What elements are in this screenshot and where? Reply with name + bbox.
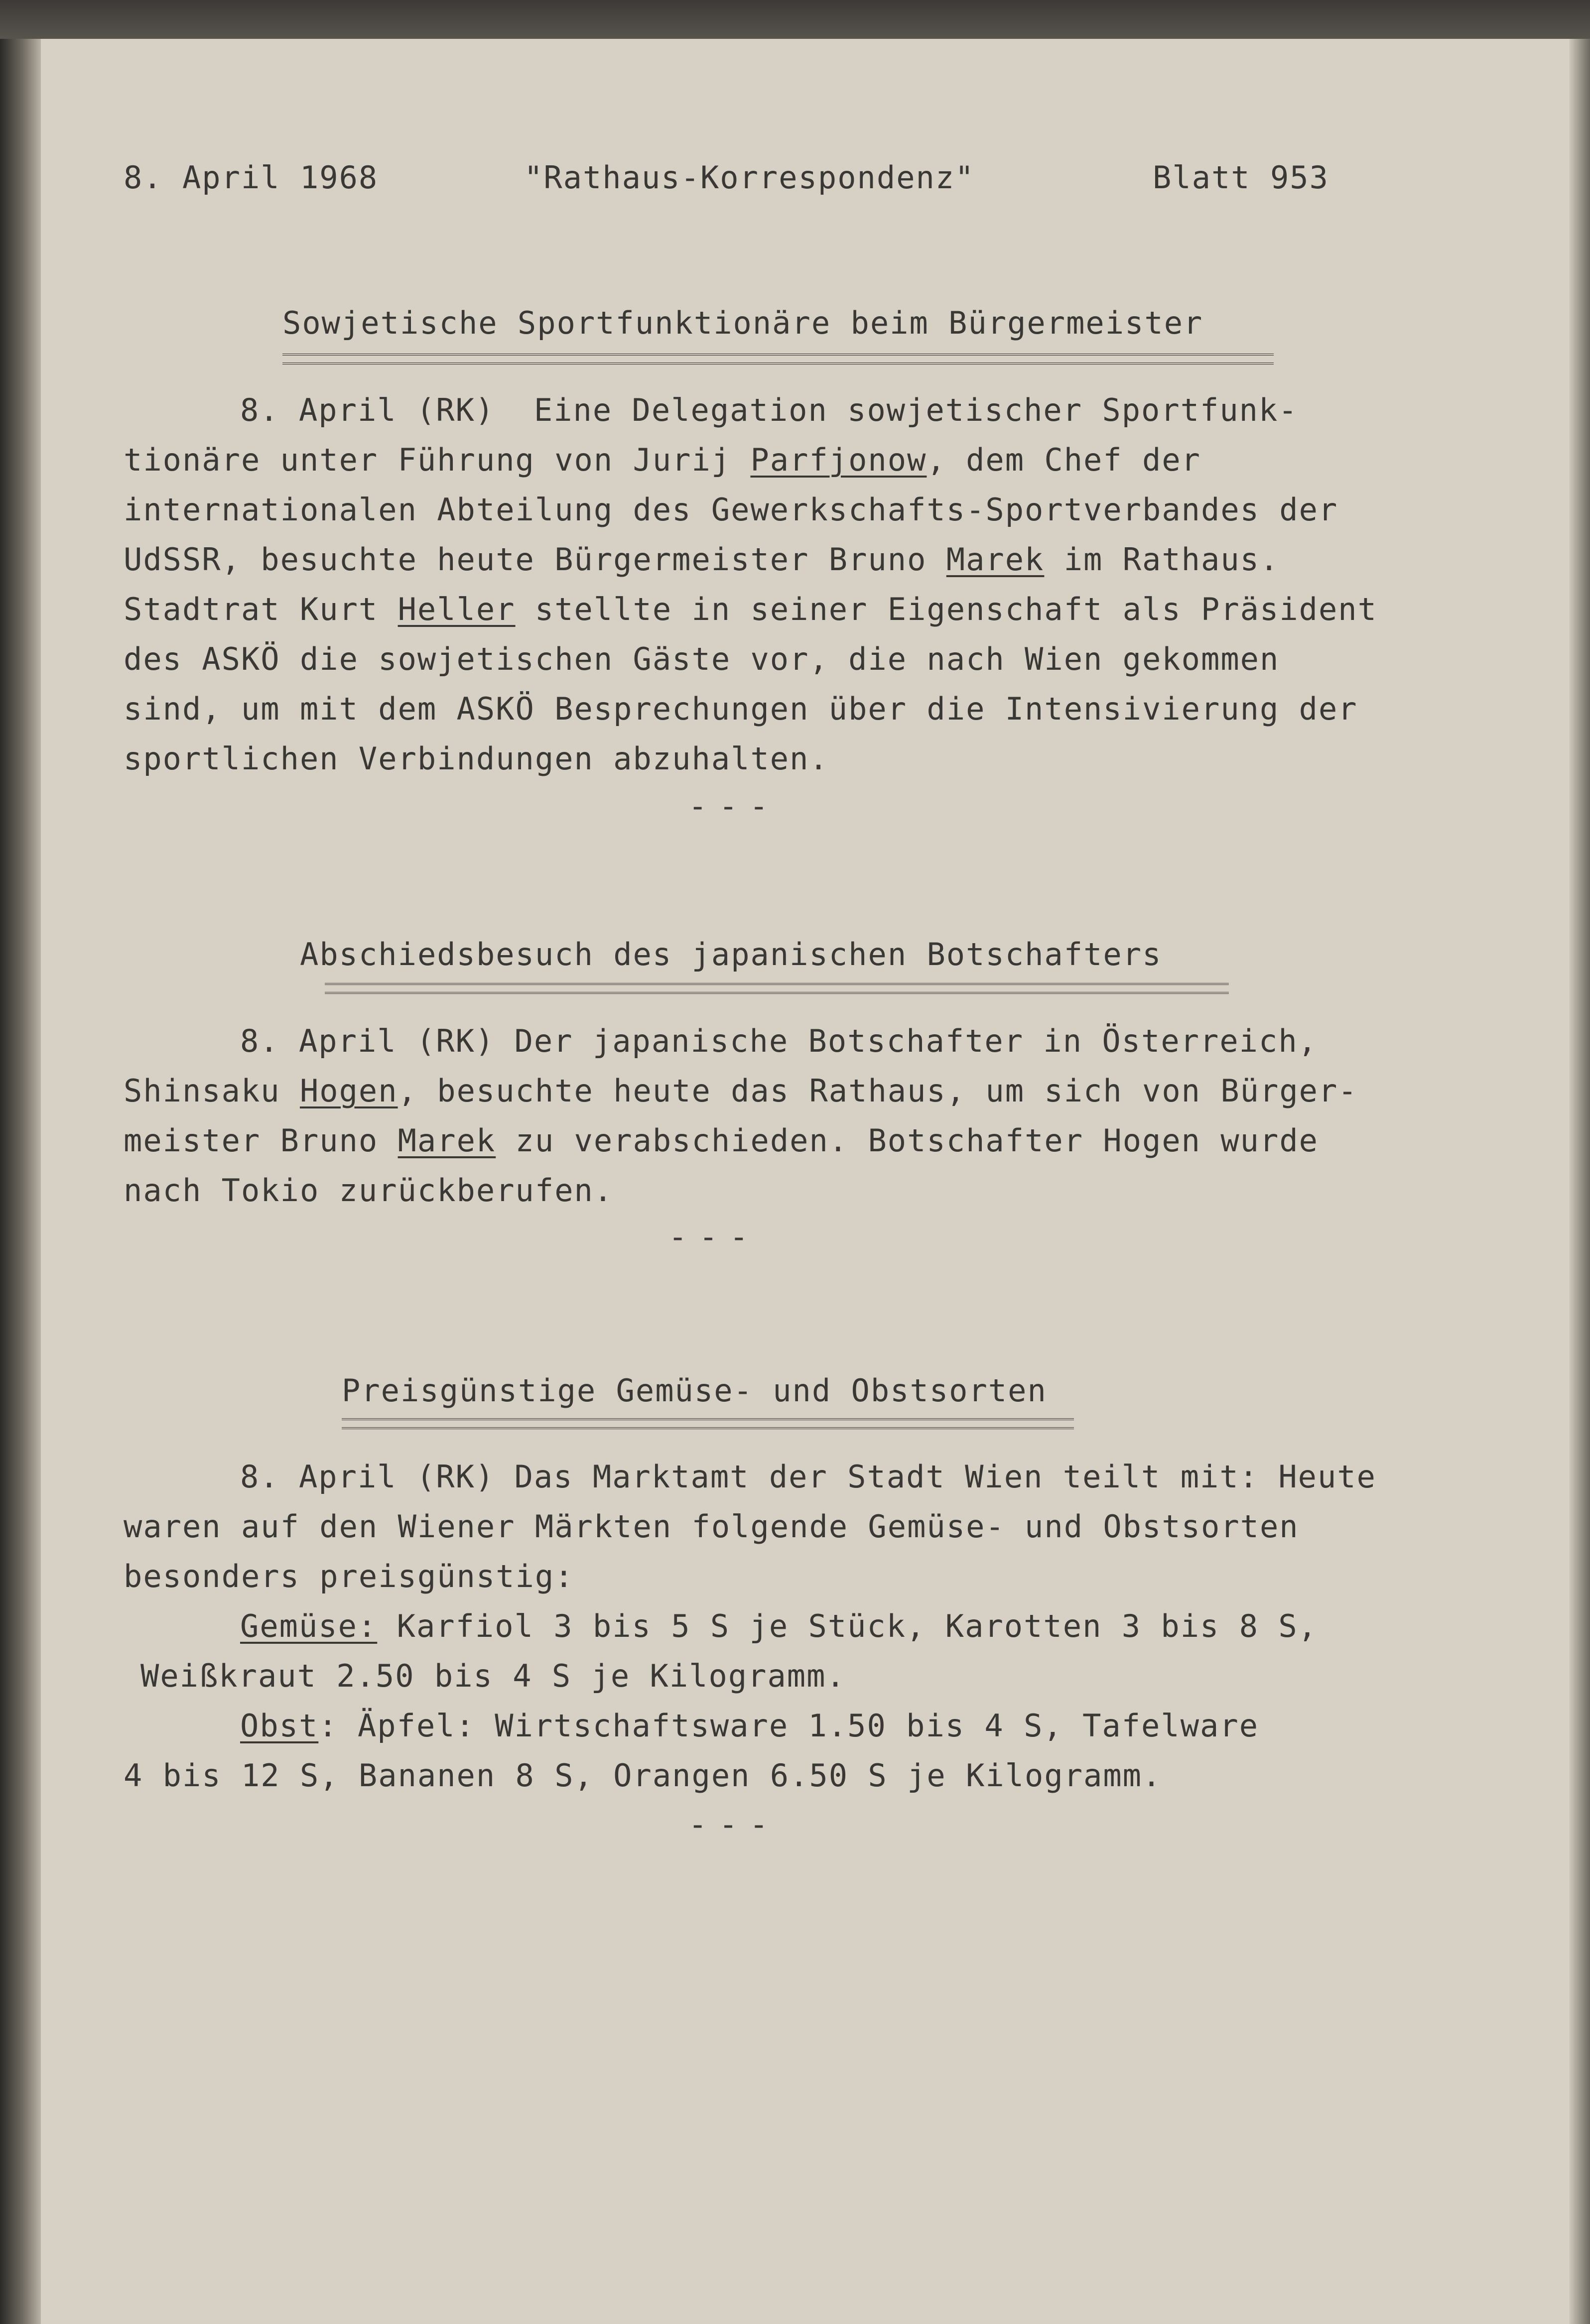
title-rule: [325, 983, 1229, 994]
separator: ---: [688, 788, 780, 824]
paragraph-line: Shinsaku Hogen, besuchte heute das Rathaus, um sich von Bürger-: [124, 1073, 1358, 1109]
paragraph-line: meister Bruno Marek zu verabschieden. Botschafter Hogen wurde: [124, 1122, 1319, 1159]
book-binding: [0, 39, 41, 2324]
paragraph-line: Obst: Äpfel: Wirtschaftsware 1.50 bis 4 S, Tafelware: [240, 1708, 1259, 1744]
name-underlined: Marek: [946, 541, 1045, 578]
name-underlined: Marek: [398, 1122, 496, 1159]
page-edge: [1569, 39, 1590, 2324]
paragraph-line: waren auf den Wiener Märkten folgende Gemüse- und Obstsorten: [124, 1508, 1299, 1545]
document-page: [41, 39, 1569, 2324]
paragraph-line: UdSSR, besuchte heute Bürgermeister Bruno Marek im Rathaus.: [124, 541, 1280, 578]
list-label-underlined: Obst: [240, 1708, 319, 1744]
paragraph-line: Stadtrat Kurt Heller stellte in seiner Eigenschaft als Präsident: [124, 591, 1377, 627]
header-publication: "Rathaus-Korrespondenz": [524, 159, 975, 196]
paragraph-line: Gemüse: Karfiol 3 bis 5 S je Stück, Karotten 3 bis 8 S,: [240, 1608, 1318, 1644]
paragraph-line: tionäre unter Führung von Jurij Parfjonow, dem Chef der: [124, 442, 1201, 478]
separator: ---: [688, 1806, 780, 1842]
paragraph-line: sind, um mit dem ASKÖ Besprechungen über die Intensivierung der: [124, 691, 1358, 727]
header-date: 8. April 1968: [124, 159, 379, 196]
list-label-underlined: Gemüse:: [240, 1608, 378, 1644]
article-title: Sowjetische Sportfunktionäre beim Bürgermeister: [282, 305, 1203, 341]
name-underlined: Parfjonow: [750, 442, 927, 478]
article-title: Preisgünstige Gemüse- und Obstsorten: [342, 1372, 1047, 1409]
paragraph-line: besonders preisgünstig:: [124, 1558, 574, 1594]
paragraph-line: internationalen Abteilung des Gewerkschafts-Sportverbandes der: [124, 491, 1338, 528]
title-rule: [282, 354, 1274, 365]
paragraph-line: nach Tokio zurückberufen.: [124, 1172, 614, 1209]
article-title: Abschiedsbesuch des japanischen Botschafters: [300, 936, 1162, 973]
paragraph-line: 8. April (RK) Der japanische Botschafter in Österreich,: [240, 1023, 1318, 1059]
paragraph-line: des ASKÖ die sowjetischen Gäste vor, die nach Wien gekommen: [124, 641, 1280, 677]
scan-background: [0, 0, 1590, 39]
paragraph-line: 8. April (RK) Das Marktamt der Stadt Wien teilt mit: Heute: [240, 1459, 1376, 1495]
paragraph-line: 4 bis 12 S, Bananen 8 S, Orangen 6.50 S je Kilogramm.: [124, 1757, 1162, 1794]
title-rule: [342, 1418, 1074, 1429]
paragraph-line: Weißkraut 2.50 bis 4 S je Kilogramm.: [140, 1658, 846, 1694]
separator: ---: [668, 1219, 760, 1255]
name-underlined: Hogen: [299, 1073, 398, 1109]
header-sheet: Blatt 953: [1153, 159, 1329, 196]
paragraph-line: 8. April (RK) Eine Delegation sowjetischer Sportfunk-: [240, 392, 1298, 428]
name-underlined: Heller: [398, 591, 516, 627]
paragraph-line: sportlichen Verbindungen abzuhalten.: [124, 740, 829, 777]
